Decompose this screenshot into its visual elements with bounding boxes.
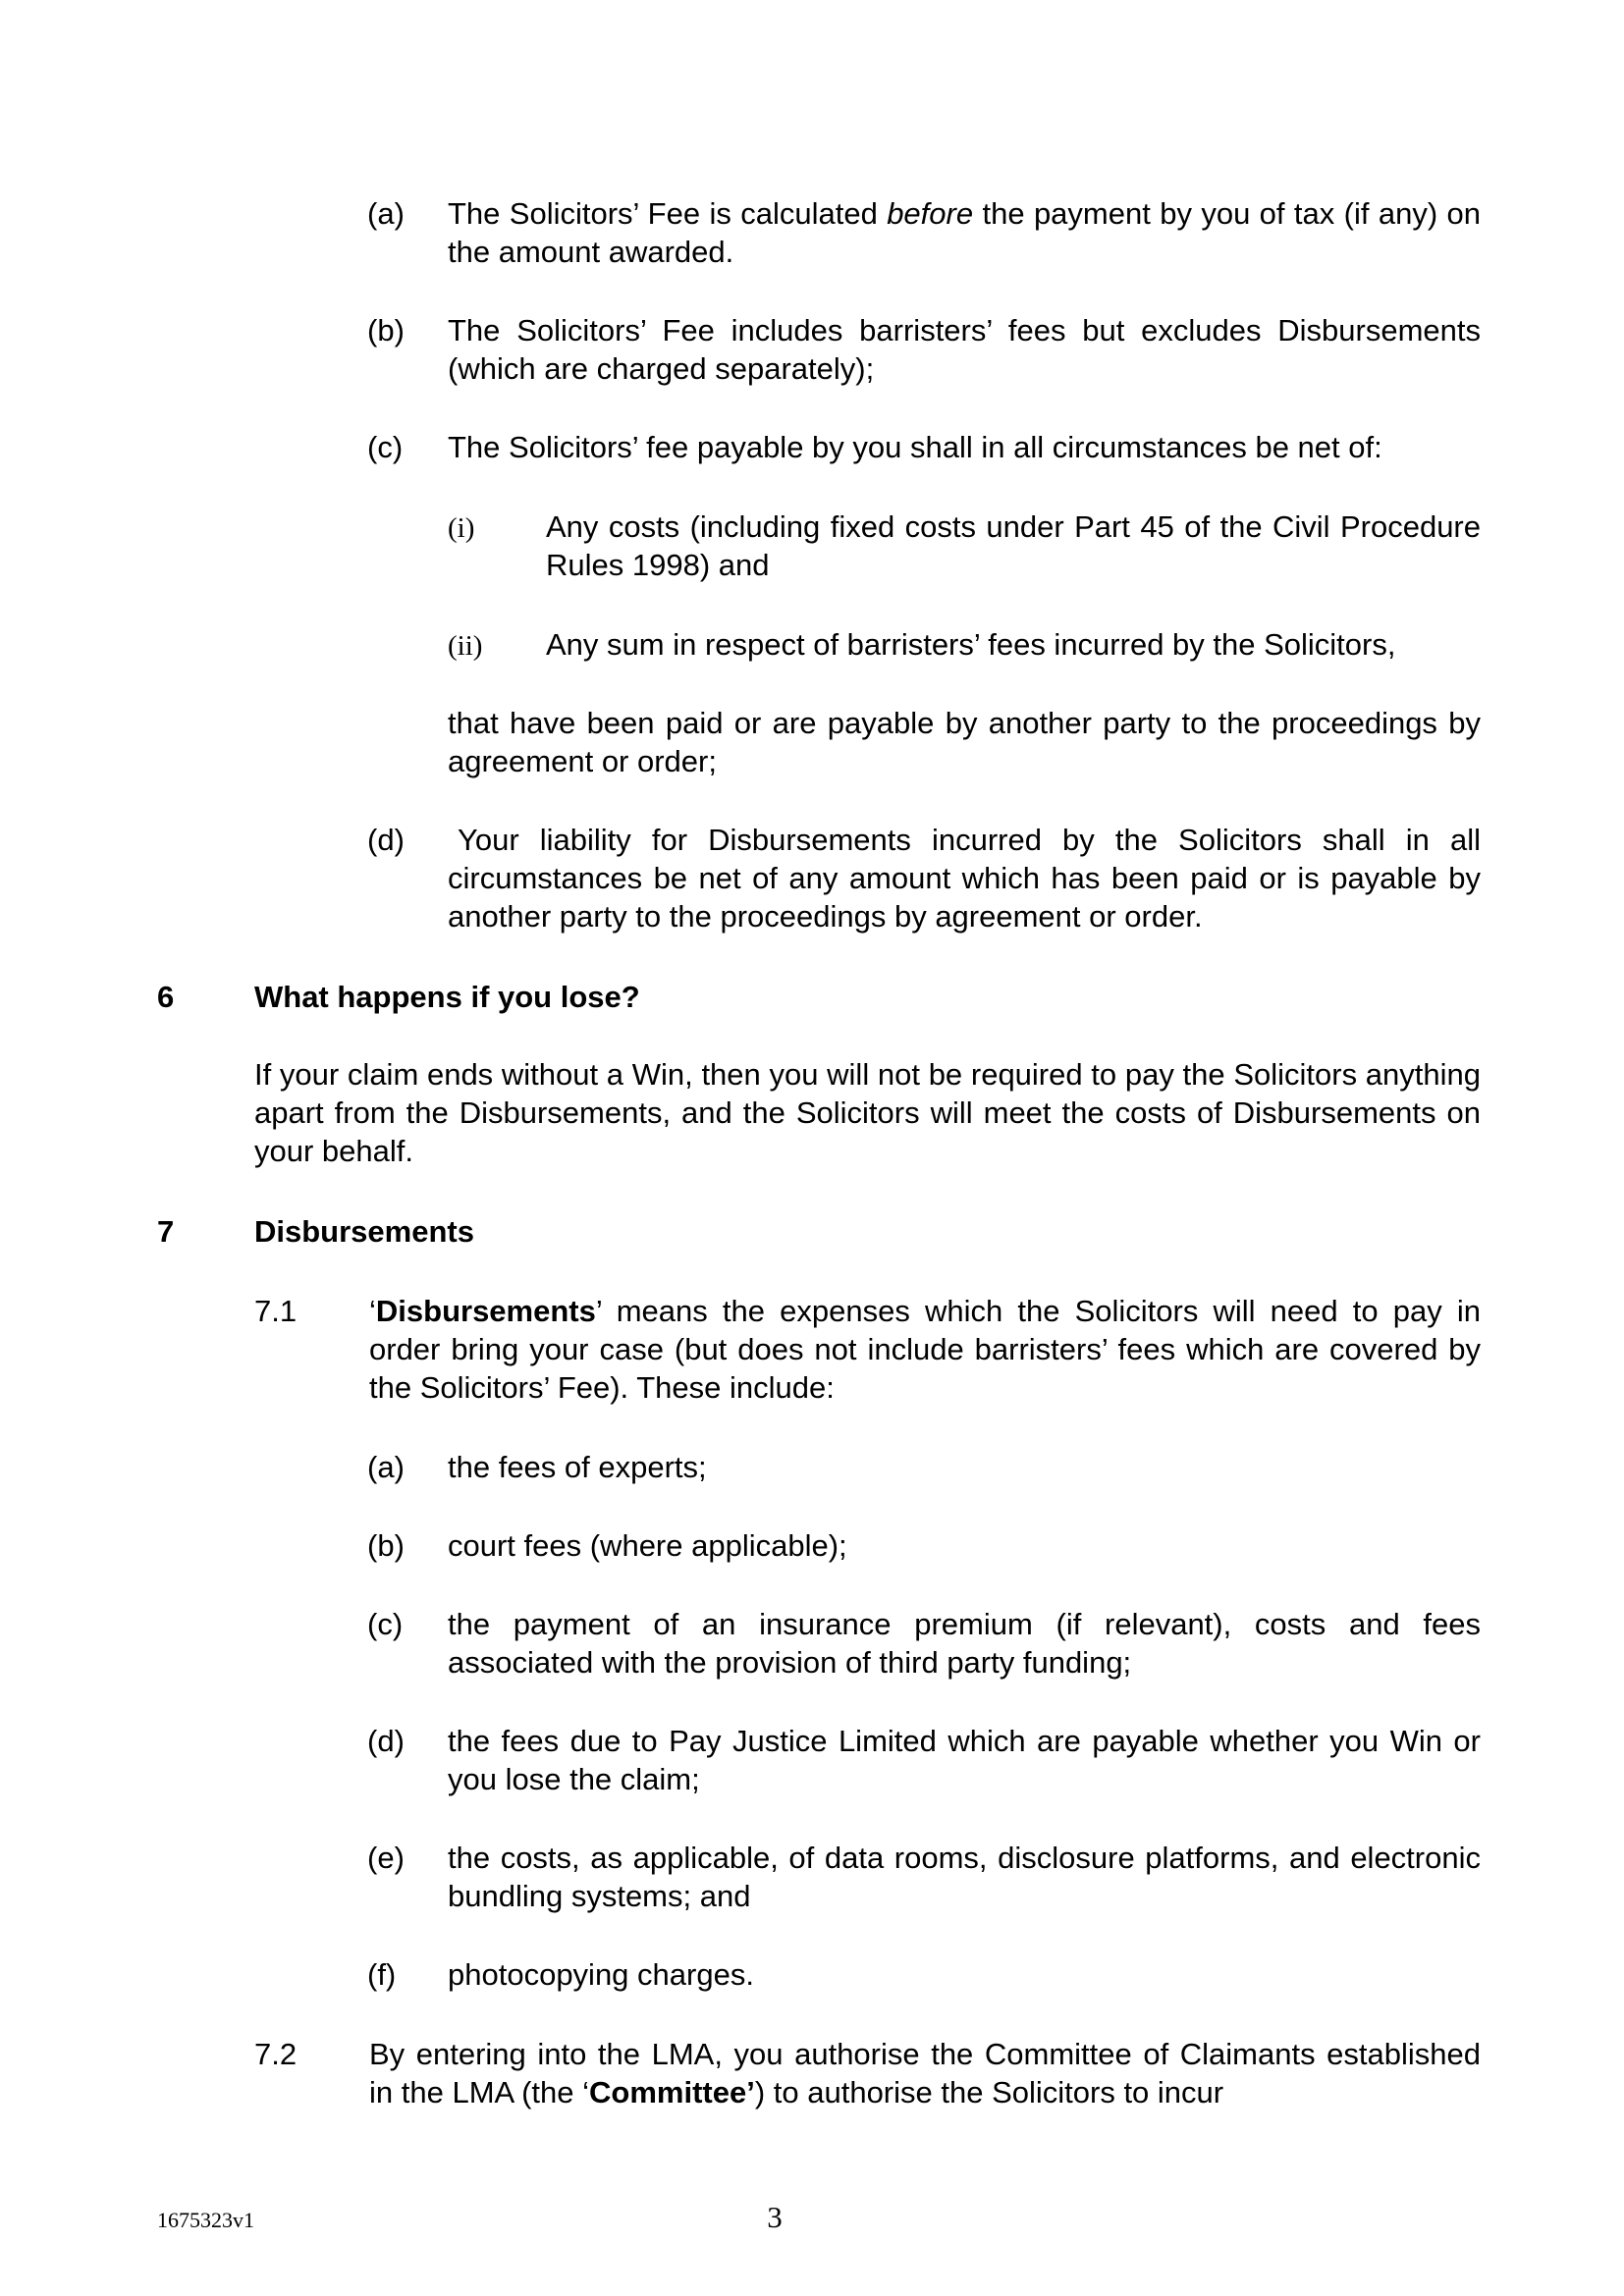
- clause-7-1-text: [369, 1292, 1481, 1407]
- section-number: 7: [157, 1214, 175, 1249]
- item-label: (a): [367, 196, 405, 231]
- item-label: (d): [367, 1724, 405, 1758]
- clause-5c-ii-text: Any sum in respect of barristers’ fees incurred by the Solicitors,: [546, 627, 1396, 662]
- clause-7-1c-text: the payment of an insurance premium (if relevant), costs and fees associated with the provision of third party funding;: [448, 1607, 1481, 1680]
- clause-7-1f-text: photocopying charges.: [448, 1957, 754, 1992]
- item-label: (e): [367, 1841, 405, 1875]
- clause-7-2-text-start: By entering into the LMA, you authorise the Committee of Claimants established in the LMA (the ‘: [369, 2037, 1481, 2109]
- clause-7-1a-text: the fees of experts;: [448, 1450, 707, 1484]
- defined-term: Disbursements: [375, 1294, 596, 1328]
- document-reference: 1675323v1: [157, 2208, 254, 2232]
- open-quote: ‘: [369, 1294, 376, 1328]
- clause-number: 7.1: [254, 1294, 298, 1328]
- clause-5c-tail-text: that have been paid or are payable by another party to the proceedings by agreement or order;: [448, 706, 1481, 778]
- clause-7-2-text: [369, 2035, 1481, 2111]
- clause-5a-text-start: The Solicitors’ Fee is calculated: [448, 196, 888, 231]
- item-label: (c): [367, 1607, 404, 1641]
- section-6-body: If your claim ends without a Win, then you will not be required to pay the Solicitors anything apart from the Disbursements, and the Solicitors will meet the costs of Disbursements on your behalf.: [254, 1057, 1481, 1168]
- page-number: 3: [767, 2200, 783, 2234]
- clause-5d-text: Your liability for Disbursements incurred by the Solicitors shall in all circumstances be net of any amount which has been paid or is payable by another party to the proceedings by agreement or order.: [448, 823, 1481, 934]
- section-heading: What happens if you lose?: [254, 980, 640, 1014]
- clause-number: 7.2: [254, 2037, 298, 2071]
- clause-7-1-text-rest: ’ means the expenses which the Solicitors will need to pay in order bring your case (but does not include barristers’ fees which are covered by the Solicitors’ Fee). These include:: [369, 1294, 1481, 1405]
- defined-term: Committee’: [589, 2075, 755, 2109]
- section-heading: Disbursements: [254, 1214, 474, 1249]
- clause-5a-emphasis: before: [887, 196, 974, 231]
- clause-5c-text: The Solicitors’ fee payable by you shall in all circumstances be net of:: [448, 430, 1382, 464]
- clause-5c-i-text: Any costs (including fixed costs under Part 45 of the Civil Procedure Rules 1998) and: [546, 509, 1481, 582]
- clause-7-1e-text: the costs, as applicable, of data rooms, disclosure platforms, and electronic bundling systems; and: [448, 1841, 1481, 1913]
- item-label: (d): [367, 823, 405, 857]
- item-label: (a): [367, 1450, 405, 1484]
- subitem-label: (i): [448, 512, 475, 544]
- item-label: (c): [367, 430, 404, 464]
- section-number: 6: [157, 980, 175, 1014]
- clause-5a-text: [448, 194, 1481, 271]
- item-label: (f): [367, 1957, 397, 1992]
- subitem-label: (ii): [448, 630, 483, 662]
- clause-7-1d-text: the fees due to Pay Justice Limited which are payable whether you Win or you lose the claim;: [448, 1724, 1481, 1796]
- clause-7-2-text-end: ) to authorise the Solicitors to incur: [754, 2075, 1224, 2109]
- clause-5a-text-end: the payment by you of tax (if any) on the amount awarded.: [448, 196, 1482, 269]
- item-label: (b): [367, 1528, 405, 1563]
- clause-5b-text: The Solicitors’ Fee includes barristers’ fees but excludes Disbursements (which are charged separately);: [448, 313, 1481, 386]
- item-label: (b): [367, 313, 405, 347]
- clause-7-1b-text: court fees (where applicable);: [448, 1528, 847, 1563]
